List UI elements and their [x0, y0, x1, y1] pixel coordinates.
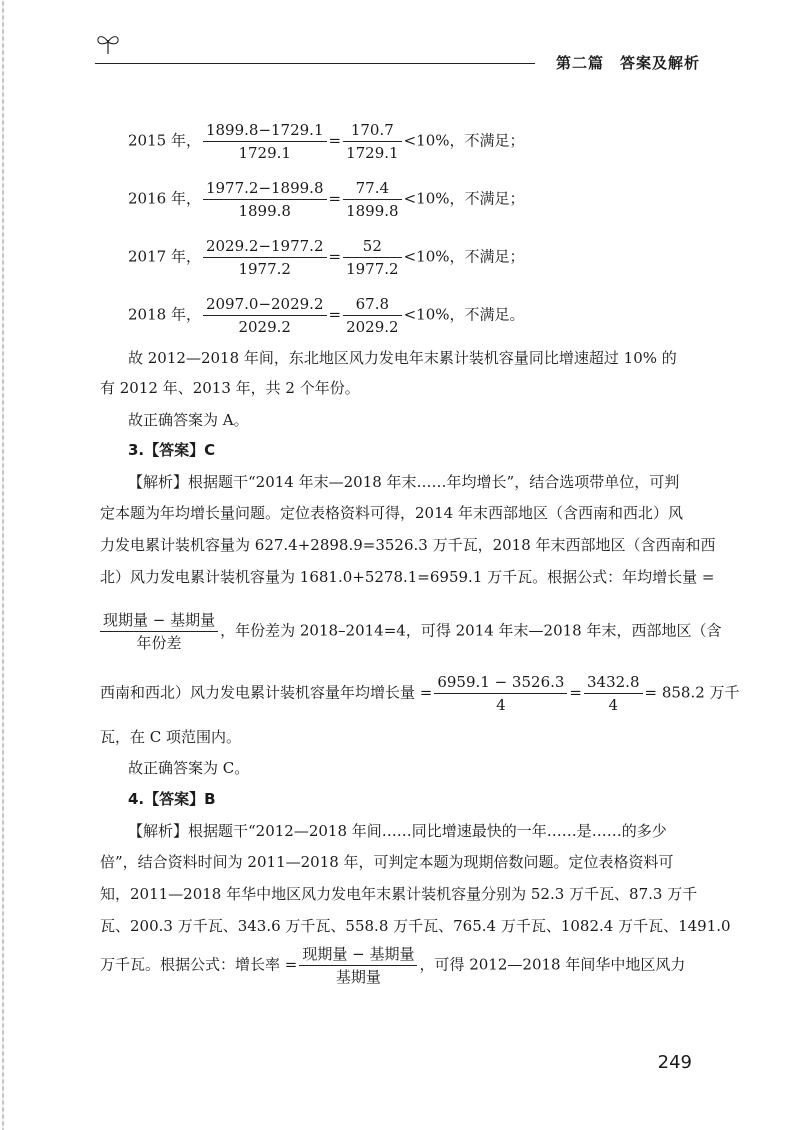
frac-denominator: 基期量	[335, 968, 381, 986]
fraction	[343, 294, 402, 337]
sprout-icon	[95, 30, 121, 56]
fraction	[203, 178, 327, 221]
fraction	[434, 672, 567, 715]
paragraph-line-formula	[100, 944, 685, 987]
calc-result: <10%，不满足；	[403, 131, 525, 150]
frac-denominator: 1977.2	[346, 260, 399, 278]
fraction	[343, 120, 402, 163]
paragraph-line: 倍”，结合资料时间为 2011—2018 年，可判定本题为现期倍数问题。定位表格资料可	[100, 853, 674, 871]
answer-line: 故正确答案为 C。	[128, 759, 250, 777]
paragraph-line: 有 2012 年、2013 年，共 2 个年份。	[100, 379, 360, 397]
frac-numerator: 6959.1 − 3526.3	[434, 672, 567, 694]
calc-result: <10%，不满足；	[403, 247, 525, 266]
frac-denominator: 4	[608, 696, 619, 714]
formula-text: ，可得 2012—2018 年间华中地区风力	[419, 955, 686, 974]
fraction	[299, 944, 417, 987]
paragraph-line: 知，2011—2018 年华中地区风力发电年末累计装机容量分别为 52.3 万千瓦、87.3 万千	[100, 885, 698, 903]
calc-year: 2017 年，	[128, 247, 201, 266]
formula-text: = 858.2 万千	[644, 683, 740, 702]
frac-numerator: 67.8	[343, 294, 402, 316]
fraction	[203, 236, 327, 279]
answer-label-q3: 3.【答案】C	[128, 441, 216, 459]
formula-text: 万千瓦。根据公式：增长率 =	[100, 955, 298, 974]
answer-line: 故正确答案为 A。	[128, 411, 249, 429]
frac-numerator: 2097.0−2029.2	[203, 294, 327, 316]
paragraph-line: 定本题为年均增长量问题。定位表格资料可得，2014 年末西部地区（含西南和西北）风	[100, 504, 683, 522]
calc-row: 2017 年， $\frac{2029.2-1977.2}{1977.2}$ = $\frac{52}{1977.2}$ <10%，不满足；	[128, 237, 525, 278]
frac-denominator: 1899.8	[346, 202, 399, 220]
section-title: 第二篇 答案及解析	[555, 54, 700, 72]
paragraph-line-formula: 西南和西北）风力发电累计装机容量年均增长量 = $\frac{6959.1 - 3526.3}{4}$ = $\frac{3432.8}{4}$ = 858.2 万千	[100, 673, 740, 714]
fraction	[100, 610, 218, 653]
binding-edge-dots	[2, 0, 4, 1130]
calc-result: <10%，不满足。	[403, 305, 525, 324]
paragraph-line: 瓦，在 C 项范围内。	[100, 728, 242, 746]
answer-label-q4: 4.【答案】B	[128, 790, 216, 808]
frac-denominator: 年份差	[136, 634, 182, 652]
formula-text: ，年份差为 2018–2014=4，可得 2014 年末—2018 年末，西部地区（含	[220, 621, 722, 640]
fraction	[343, 236, 402, 279]
calc-result: <10%，不满足；	[403, 189, 525, 208]
frac-numerator: 现期量 − 基期量	[100, 610, 218, 632]
page-header	[95, 30, 700, 70]
fraction	[203, 294, 327, 337]
calc-row: 2018 年， $\frac{2097.0-2029.2}{2029.2}$ = $\frac{67.8}{2029.2}$ <10%，不满足。	[128, 295, 525, 336]
frac-numerator: 3432.8	[584, 672, 643, 694]
header-rule	[95, 63, 535, 64]
frac-numerator: 77.4	[343, 178, 402, 200]
paragraph-line: 【解析】根据题干“2012—2018 年间……同比增速最快的一年……是……的多少	[128, 822, 667, 840]
calc-year: 2015 年，	[128, 131, 201, 150]
fraction	[584, 672, 643, 715]
frac-numerator: 170.7	[343, 120, 402, 142]
frac-denominator: 1729.1	[346, 144, 399, 162]
formula-text: 西南和西北）风力发电累计装机容量年均增长量 =	[100, 683, 433, 702]
frac-denominator: 4	[496, 696, 506, 714]
paragraph-line: 瓦、200.3 万千瓦、343.6 万千瓦、558.8 万千瓦、765.4 万千瓦、1082.4 万千瓦、1491.0	[100, 917, 731, 935]
frac-denominator: 2029.2	[346, 318, 399, 336]
frac-denominator: 1729.1	[238, 144, 291, 162]
calc-year: 2018 年，	[128, 305, 201, 324]
frac-numerator: 52	[343, 236, 402, 258]
paragraph-line: 故 2012—2018 年间，东北地区风力发电年末累计装机容量同比增速超过 10% 的	[128, 349, 677, 367]
paragraph-line: 【解析】根据题干“2014 年末—2018 年末……年均增长”，结合选项带单位，可判	[128, 473, 680, 491]
fraction	[343, 178, 402, 221]
frac-numerator: 1977.2−1899.8	[203, 178, 327, 200]
frac-denominator: 1977.2	[238, 260, 291, 278]
paragraph-line: 力发电累计装机容量为 627.4+2898.9=3526.3 万千瓦，2018 年末西部地区（含西南和西	[100, 536, 716, 554]
frac-numerator: 2029.2−1977.2	[203, 236, 327, 258]
frac-numerator: 现期量 − 基期量	[299, 944, 417, 966]
fraction	[203, 120, 327, 163]
page-number: 249	[657, 1052, 692, 1073]
frac-denominator: 2029.2	[238, 318, 291, 336]
frac-numerator: 1899.8−1729.1	[203, 120, 327, 142]
paragraph-line: 北）风力发电累计装机容量为 1681.0+5278.1=6959.1 万千瓦。根据公式：年均增长量 =	[100, 568, 715, 586]
calc-row: 2015 年， $\frac{1899.8-1729.1}{1729.1}$ = $\frac{170.7}{1729.1}$ <10%，不满足；	[128, 121, 525, 162]
calc-row: 2016 年， $\frac{1977.2-1899.8}{1899.8}$ = $\frac{77.4}{1899.8}$ <10%，不满足；	[128, 179, 525, 220]
frac-denominator: 1899.8	[238, 202, 291, 220]
paragraph-line-formula	[100, 610, 722, 653]
calc-year: 2016 年，	[128, 189, 201, 208]
